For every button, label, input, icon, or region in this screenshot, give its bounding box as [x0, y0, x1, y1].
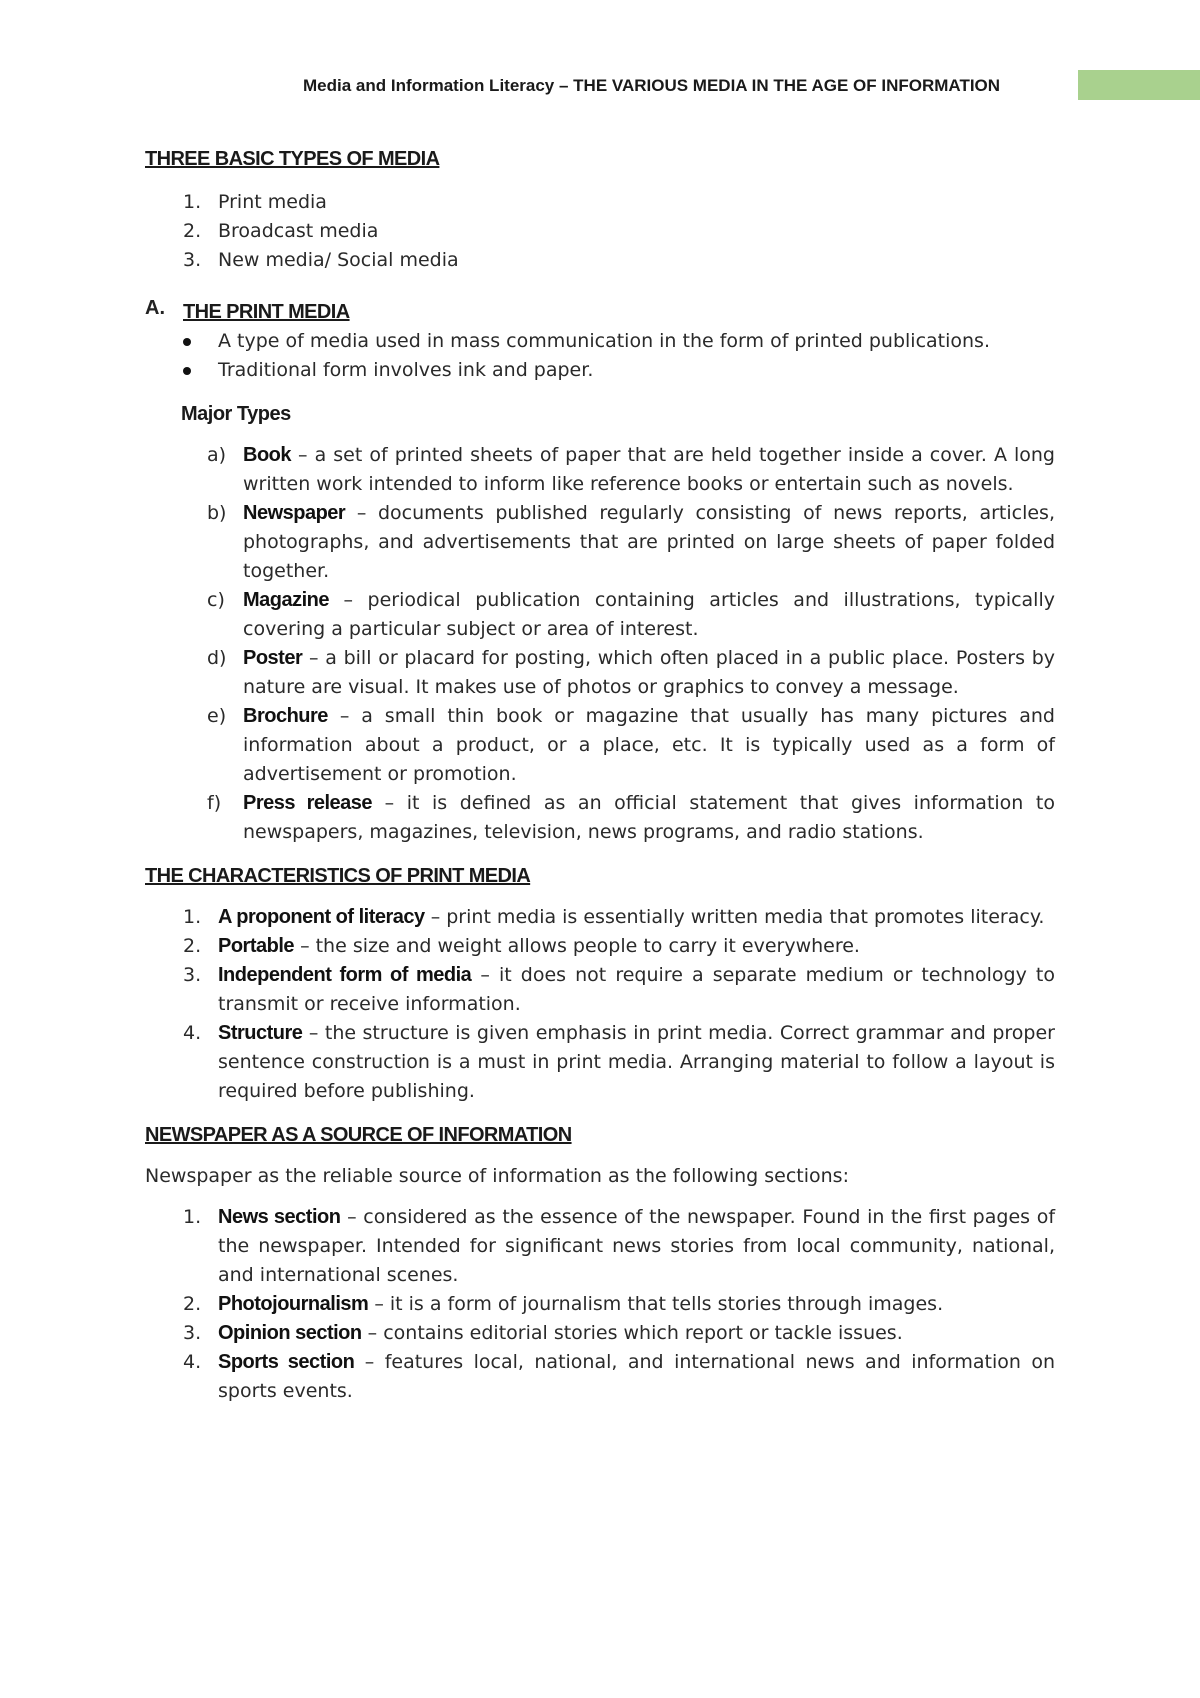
characteristics-heading: THE CHARACTERISTICS OF PRINT MEDIA	[145, 865, 531, 887]
term-label: News section	[218, 1206, 341, 1228]
term-label: Opinion section	[218, 1322, 362, 1344]
header-color-tab	[1078, 70, 1200, 100]
list-letter: f)	[207, 792, 222, 814]
term-description: – the size and weight allows people to carry it everywhere.	[294, 935, 860, 957]
document-body	[145, 144, 1055, 1406]
list-number: 4.	[183, 1351, 202, 1373]
list-number: 1.	[183, 1206, 202, 1228]
list-item	[145, 1319, 1055, 1348]
list-item	[145, 789, 1055, 847]
list-letter: e)	[207, 705, 227, 727]
list-item	[145, 586, 1055, 644]
term-label: Brochure	[243, 705, 328, 727]
print-media-section-title	[145, 297, 1055, 327]
term-label: Magazine	[243, 589, 330, 611]
list-text: New media/ Social media	[218, 249, 459, 271]
term-label: Newspaper	[243, 502, 346, 524]
term-label: Structure	[218, 1022, 303, 1044]
term-description: – features local, national, and international news and information on sports events.	[218, 1351, 1056, 1402]
list-number: 3.	[183, 1322, 202, 1344]
print-media-heading: THE PRINT MEDIA	[183, 301, 350, 323]
list-letter: b)	[207, 502, 227, 524]
bullet-text: Traditional form involves ink and paper.	[218, 359, 594, 381]
characteristics-list	[145, 903, 1055, 1106]
term-description: – print media is essentially written media that promotes literacy.	[424, 906, 1045, 928]
term-label: Book	[243, 444, 291, 466]
list-text: Print media	[218, 191, 327, 213]
term-label: A proponent of literacy	[218, 906, 425, 928]
term-label: Independent form of media	[218, 964, 472, 986]
term-label: Photojournalism	[218, 1293, 369, 1315]
list-letter: d)	[207, 647, 227, 669]
term-description: – a small thin book or magazine that usually has many pictures and information about a product, or a place, etc. It is typically used as a form of advertisement or promotion.	[243, 705, 1055, 785]
list-number: 2.	[183, 1293, 202, 1315]
term-description: – a bill or placard for posting, which often placed in a public place. Posters by nature are visual. It makes use of photos or graphics to convey a message.	[243, 647, 1055, 698]
bullet-item	[145, 356, 1055, 385]
list-item	[145, 188, 1055, 217]
bullet-item	[145, 327, 1055, 356]
term-description: – it is defined as an official statement that gives information to newspapers, magazines, television, news programs, and radio stations.	[243, 792, 1055, 843]
list-number: 2.	[183, 220, 202, 242]
newspaper-intro: Newspaper as the reliable source of information as the following sections:	[145, 1165, 849, 1187]
term-description: – it is a form of journalism that tells stories through images.	[368, 1293, 944, 1315]
basic-types-heading: THREE BASIC TYPES OF MEDIA	[145, 148, 440, 170]
term-label: Press release	[243, 792, 373, 814]
bullet-icon	[183, 338, 191, 346]
list-item	[145, 644, 1055, 702]
list-number: 3.	[183, 249, 202, 271]
term-description: – periodical publication containing articles and illustrations, typically covering a particular subject or area of interest.	[243, 589, 1055, 640]
list-number: 1.	[183, 191, 202, 213]
term-description: – a set of printed sheets of paper that are held together inside a cover. A long written work intended to inform like reference books or entertain such as novels.	[243, 444, 1055, 495]
list-item	[145, 499, 1055, 586]
newspaper-sections-list	[145, 1203, 1055, 1406]
section-letter: A.	[145, 297, 165, 319]
major-types-list	[145, 441, 1055, 847]
term-description: – contains editorial stories which report or tackle issues.	[361, 1322, 903, 1344]
list-item	[145, 903, 1055, 932]
term-description: – the structure is given emphasis in print media. Correct grammar and proper sentence construction is a must in print media. Arranging material to follow a layout is required before publishing.	[218, 1022, 1055, 1102]
list-number: 3.	[183, 964, 202, 986]
list-number: 4.	[183, 1022, 202, 1044]
list-number: 2.	[183, 935, 202, 957]
list-item	[145, 246, 1055, 275]
term-label: Portable	[218, 935, 295, 957]
page-header-title: Media and Information Literacy – THE VARIOUS MEDIA IN THE AGE OF INFORMATION	[303, 76, 1001, 95]
print-media-bullets	[145, 327, 1055, 385]
list-item	[145, 932, 1055, 961]
list-item	[145, 702, 1055, 789]
list-number: 1.	[183, 906, 202, 928]
list-letter: c)	[207, 589, 225, 611]
list-item	[145, 441, 1055, 499]
term-label: Poster	[243, 647, 303, 669]
list-letter: a)	[207, 444, 227, 466]
list-item	[145, 1290, 1055, 1319]
term-description: – documents published regularly consisting of news reports, articles, photographs, and advertisements that are printed on large sheets of paper folded together.	[243, 502, 1055, 582]
newspaper-heading: NEWSPAPER AS A SOURCE OF INFORMATION	[145, 1124, 572, 1146]
list-text: Broadcast media	[218, 220, 379, 242]
term-description: – it does not require a separate medium or technology to transmit or receive information.	[218, 964, 1055, 1015]
basic-types-list	[145, 188, 1055, 275]
list-item	[145, 961, 1055, 1019]
bullet-icon	[183, 367, 191, 375]
major-types-heading: Major Types	[181, 403, 291, 425]
list-item	[145, 1348, 1055, 1406]
term-description: – considered as the essence of the newspaper. Found in the first pages of the newspaper. Intended for significant news stories from local community, national, and international scenes.	[218, 1206, 1056, 1286]
bullet-text: A type of media used in mass communication in the form of printed publications.	[218, 330, 990, 352]
list-item	[145, 217, 1055, 246]
list-item	[145, 1019, 1055, 1106]
term-label: Sports section	[218, 1351, 355, 1373]
list-item	[145, 1203, 1055, 1290]
